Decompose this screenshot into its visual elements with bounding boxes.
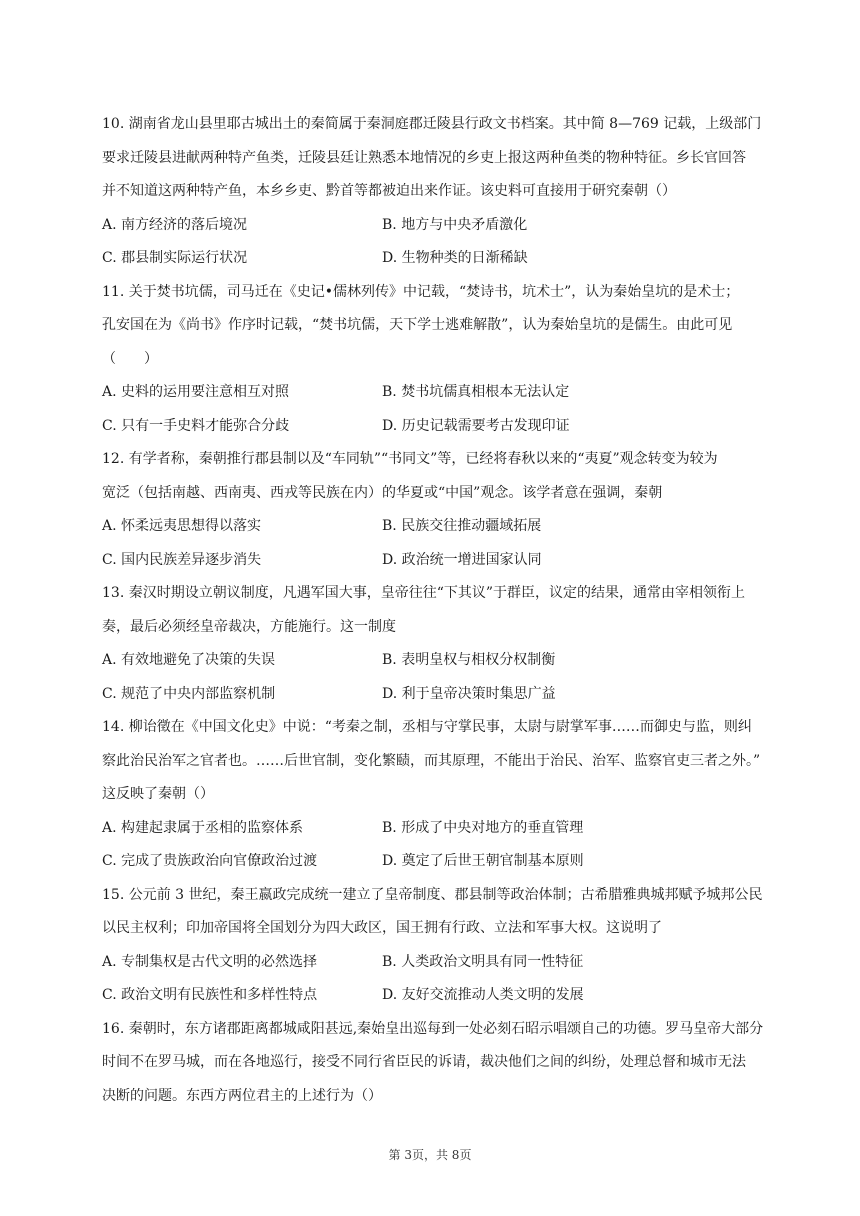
answer-options	[102, 644, 780, 711]
question-stem-line: 时间不在罗马城，而在各地巡行，接受不同行省臣民的诉请，裁决他们之间的纠纷，处理总督和城市无法	[102, 1054, 746, 1070]
answer-option[interactable]: D. 历史记载需要考古发现印证	[382, 417, 570, 434]
question-list	[102, 108, 780, 1113]
answer-option[interactable]: A. 专制集权是古代文明的必然选择	[102, 953, 318, 970]
question-block	[102, 577, 780, 711]
answer-option[interactable]: A. 南方经济的落后境况	[102, 216, 248, 233]
answer-option[interactable]: D. 生物种类的日渐稀缺	[382, 250, 528, 266]
answer-option[interactable]: B. 形成了中央对地方的垂直管理	[382, 819, 584, 836]
question-stem-line: 决断的问题。东西方两位君主的上述行为（）	[102, 1087, 382, 1104]
question-stem-line: 要求迁陵县进献两种特产鱼类，迁陵县廷让熟悉本地情况的乡吏上报这两种鱼类的物种特征。乡长官回答	[102, 149, 746, 166]
answer-option[interactable]: D. 利于皇帝决策时集思广益	[382, 685, 556, 702]
question-stem-line: 并不知道这两种特产鱼，本乡乡吏、黔首等都被迫出来作证。该史料可直接用于研究秦朝（）	[102, 183, 676, 199]
question-block	[102, 443, 780, 577]
question-stem-line: 16. 秦朝时，东方诸郡距离都城咸阳甚远,秦始皇出巡每到一处必刻石昭示唱颂自己的功德。罗马皇帝大部分	[102, 1020, 764, 1037]
question-stem-line: 察此治民治军之官者也。……后世官制，变化繁赜，而其原理，不能出于治民、治军、监察官吏三者之外。”	[102, 752, 761, 769]
answer-options	[102, 946, 780, 1013]
answer-options	[102, 812, 780, 879]
question-stem-line: 宽泛（包括南越、西南夷、西戎等民族在内）的华夏或“中国”观念。该学者意在强调，秦朝	[102, 484, 663, 501]
answer-option[interactable]: C. 郡县制实际运行状况	[102, 250, 248, 266]
answer-option[interactable]: A. 怀柔远夷思想得以落实	[102, 518, 262, 534]
answer-option[interactable]: C. 完成了贵族政治向官僚政治过渡	[102, 853, 318, 869]
answer-option[interactable]: C. 规范了中央内部监察机制	[102, 685, 276, 702]
answer-option[interactable]: C. 政治文明有民族性和多样性特点	[102, 987, 318, 1003]
question-block	[102, 108, 780, 276]
answer-options	[102, 376, 780, 443]
question-block	[102, 879, 780, 1013]
answer-option[interactable]: A. 史料的运用要注意相互对照	[102, 384, 290, 400]
answer-option[interactable]: A. 构建起隶属于丞相的监察体系	[102, 819, 304, 836]
question-stem-line: 奏，最后必须经皇帝裁决，方能施行。这一制度	[102, 618, 396, 635]
answer-option[interactable]: C. 国内民族差异逐步消失	[102, 551, 262, 568]
answer-option[interactable]: D. 政治统一增进国家认同	[382, 551, 542, 568]
answer-option[interactable]: B. 焚书坑儒真相根本无法认定	[382, 384, 570, 400]
answer-option[interactable]: B. 表明皇权与相权分权制衡	[382, 652, 556, 668]
answer-option[interactable]: D. 友好交流推动人类文明的发展	[382, 987, 584, 1003]
question-block	[102, 711, 780, 879]
question-block	[102, 1013, 780, 1114]
answer-option[interactable]: D. 奠定了后世王朝官制基本原则	[382, 853, 584, 869]
question-stem-line: 孔安国在为《尚书》作序时记载，“焚书坑儒，天下学士逃难解散”，认为秦始皇坑的是儒生。由此可见	[102, 317, 733, 333]
page-footer: 第 3页，共 8页	[388, 1148, 472, 1162]
answer-option[interactable]: C. 只有一手史料才能弥合分歧	[102, 417, 290, 434]
answer-option[interactable]: B. 地方与中央矛盾激化	[382, 216, 528, 233]
question-stem-line: （ ）	[102, 350, 158, 367]
question-stem-line: 12. 有学者称，秦朝推行郡县制以及“车同轨”“书同文”等，已经将春秋以来的“夷夏”观念转变为较为	[102, 451, 718, 467]
answer-option[interactable]: B. 民族交往推动疆域拓展	[382, 518, 542, 534]
question-stem-line: 11. 关于焚书坑儒，司马迁在《史记•儒林列传》中记载，“焚诗书，坑术士”，认为秦始皇坑的是术士；	[102, 283, 740, 300]
answer-options	[102, 209, 780, 276]
answer-option[interactable]: A. 有效地避免了决策的失误	[102, 652, 276, 668]
answer-option[interactable]: B. 人类政治文明具有同一性特征	[382, 953, 584, 970]
question-stem-line: 以民主权利；印加帝国将全国划分为四大政区，国王拥有行政、立法和军事大权。这说明了	[102, 920, 662, 936]
question-stem-line: 15. 公元前 3 世纪，秦王嬴政完成统一建立了皇帝制度、郡县制等政治体制；古希腊雅典城邦赋予城邦公民	[102, 886, 763, 903]
answer-options	[102, 510, 780, 577]
question-stem-line: 14. 柳诒徵在《中国文化史》中说：“考秦之制，丞相与守掌民事，太尉与尉掌军事……而御史与监，则纠	[102, 719, 752, 735]
question-stem-line: 这反映了秦朝（）	[102, 786, 214, 802]
question-block	[102, 276, 780, 444]
question-stem-line: 13. 秦汉时期设立朝议制度，凡遇军国大事，皇帝往往“下其议”于群臣，议定的结果，通常由宰相领衔上	[102, 585, 746, 601]
question-stem-line: 10. 湖南省龙山县里耶古城出土的秦简属于秦洞庭郡迁陵县行政文书档案。其中简 8—769 记载，上级部门	[102, 116, 762, 132]
